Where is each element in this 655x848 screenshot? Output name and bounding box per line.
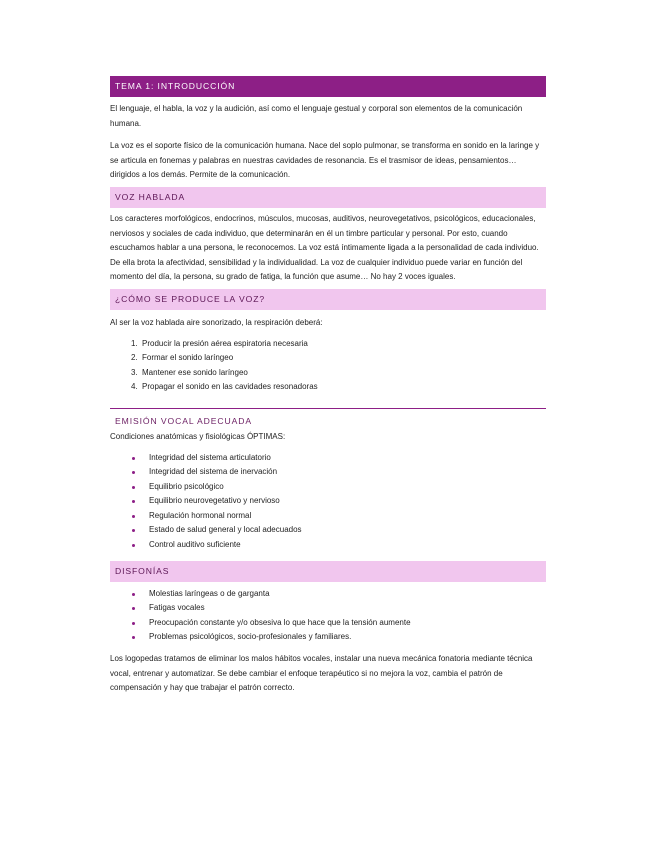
emision-list xyxy=(110,451,546,553)
section-title-emision: EMISIÓN VOCAL ADECUADA xyxy=(110,408,546,430)
list-item xyxy=(110,509,546,524)
bullet-icon xyxy=(132,607,135,610)
list-item xyxy=(110,601,546,616)
list-item-text: Regulación hormonal normal xyxy=(149,510,252,520)
bullet-icon xyxy=(132,515,135,518)
como-produce-intro: Al ser la voz hablada aire sonorizado, la respiración deberá: xyxy=(110,317,323,327)
step-number: 1. xyxy=(131,338,138,348)
list-item xyxy=(110,337,546,352)
list-item xyxy=(110,465,546,480)
voz-hablada-paragraph: Los caracteres morfológicos, endocrinos, músculos, mucosas, auditivos, neurovegetativos, psicológicos, educacionales, nerviosos y sociales de cada individuo, que determinarán en él un timbre particular y personal. Por esto, cuando escuchamos hablar a una persona, le reconocemos. La voz está íntimamente ligada a la personalidad de cada individuo. De ella brota la afectividad, sensibilidad y la individualidad. La voz de cualquier individuo puede variar en función del momento del día, la persona, su grado de fatiga, la función que asume… No hay 2 voces iguales. xyxy=(110,213,539,282)
list-item xyxy=(110,538,546,553)
list-item xyxy=(110,480,546,495)
step-number: 3. xyxy=(131,367,138,377)
tema1-paragraph-1: El lenguaje, el habla, la voz y la audición, así como el lenguaje gestual y corporal son elementos de la comunicación humana. xyxy=(110,104,523,128)
bullet-icon xyxy=(132,622,135,625)
list-item-text: Fatigas vocales xyxy=(149,603,205,613)
step-number: 4. xyxy=(131,382,138,392)
bullet-icon xyxy=(132,471,135,474)
list-item-text: Integridad del sistema articulatorio xyxy=(149,452,271,462)
list-item-text: Equilibrio neurovegetativo y nervioso xyxy=(149,496,280,506)
section-title-tema1: TEMA 1: INTRODUCCIÓN xyxy=(110,76,546,97)
emision-intro: Condiciones anatómicas y fisiológicas ÓPTIMAS: xyxy=(110,431,286,441)
list-item xyxy=(110,523,546,538)
list-item-text: Equilibrio psicológico xyxy=(149,481,224,491)
bullet-icon xyxy=(132,457,135,460)
list-item xyxy=(110,630,546,645)
tema1-paragraph-2: La voz es el soporte físico de la comunicación humana. Nace del soplo pulmonar, se transforma en sonido en la laringe y se articula en fonemas y palabras en nuestras cavidades de resonancia. Es el trasmisor de ideas, pensamientos…dirigidos a los demás. Permite de la comunicación. xyxy=(110,141,540,180)
section-title-como-produce: ¿CÓMO SE PRODUCE LA VOZ? xyxy=(110,289,546,310)
bullet-icon xyxy=(132,529,135,532)
como-produce-steps xyxy=(110,337,546,395)
list-item-text: Integridad del sistema de inervación xyxy=(149,467,278,477)
list-item-text: Problemas psicológicos, socio-profesionales y familiares. xyxy=(149,632,352,642)
bullet-icon xyxy=(132,500,135,503)
disfonias-list xyxy=(110,587,546,645)
disfonias-closing-paragraph: Los logopedas tratamos de eliminar los malos hábitos vocales, instalar una nueva mecánica fonatoria mediante técnica vocal, entrenar y automatizar. Se debe cambiar el enfoque terapéutico si no mejora la voz, cambia el patrón de compensación y hay que trabajar el patrón correcto. xyxy=(110,654,533,693)
list-item xyxy=(110,494,546,509)
list-item-text: Preocupación constante y/o obsesiva lo que hace que la tensión aumente xyxy=(149,617,411,627)
step-text: Formar el sonido laríngeo xyxy=(142,353,234,363)
list-item-text: Estado de salud general y local adecuados xyxy=(149,525,302,535)
list-item-text: Control auditivo suficiente xyxy=(149,540,241,550)
bullet-icon xyxy=(132,593,135,596)
section-title-voz-hablada: VOZ HABLADA xyxy=(110,187,546,208)
step-text: Producir la presión aérea espiratoria necesaria xyxy=(142,338,308,348)
list-item xyxy=(110,351,546,366)
list-item xyxy=(110,587,546,602)
list-item xyxy=(110,380,546,395)
list-item xyxy=(110,366,546,381)
list-item xyxy=(110,451,546,466)
list-item xyxy=(110,616,546,631)
bullet-icon xyxy=(132,636,135,639)
step-number: 2. xyxy=(131,353,138,363)
step-text: Propagar el sonido en las cavidades resonadoras xyxy=(142,382,318,392)
document-page xyxy=(110,76,546,696)
list-item-text: Molestias laríngeas o de garganta xyxy=(149,588,270,598)
section-title-disfonias: DISFONÍAS xyxy=(110,561,546,582)
step-text: Mantener ese sonido laríngeo xyxy=(142,367,248,377)
bullet-icon xyxy=(132,486,135,489)
bullet-icon xyxy=(132,544,135,547)
